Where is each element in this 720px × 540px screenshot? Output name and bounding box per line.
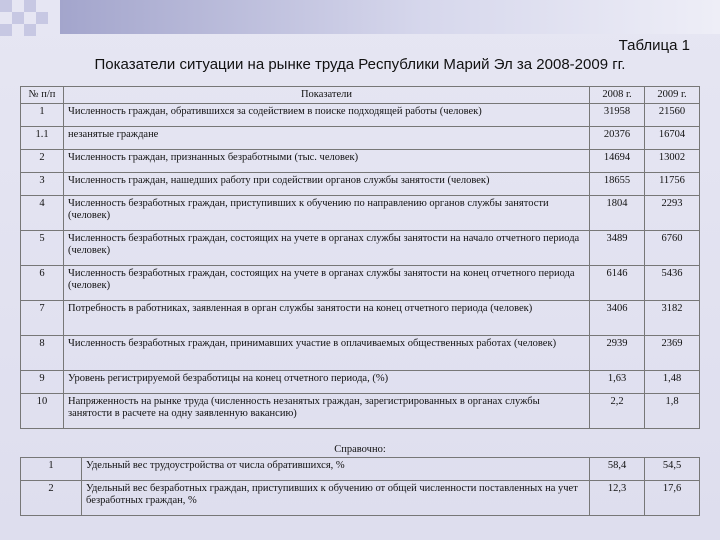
row-value-2008: 2,2: [590, 394, 645, 429]
table-row: [21, 150, 700, 173]
row-number: 5: [21, 231, 64, 266]
page-title: Показатели ситуации на рынке труда Республики Марий Эл за 2008-2009 гг.: [94, 56, 626, 73]
row-number: 8: [21, 336, 64, 371]
row-number: 4: [21, 196, 64, 231]
row-indicator: Потребность в работниках, заявленная в орган службы занятости на конец отчетного периода (человек): [64, 301, 590, 336]
row-value-2008: 18655: [590, 173, 645, 196]
decor-square: [0, 0, 12, 12]
row-value-2009: 11756: [645, 173, 700, 196]
table-row: [21, 196, 700, 231]
row-number: 1: [21, 104, 64, 127]
table-label: Таблица 1: [618, 37, 690, 54]
row-value-2009: 54,5: [645, 458, 700, 481]
decor-square: [12, 12, 24, 24]
header-gradient-bar: [60, 0, 720, 34]
row-value-2009: 21560: [645, 104, 700, 127]
row-number: 9: [21, 371, 64, 394]
table-header-row: [21, 87, 700, 104]
row-value-2009: 6760: [645, 231, 700, 266]
row-value-2009: 1,8: [645, 394, 700, 429]
row-indicator: Удельный вес трудоустройства от числа обратившихся, %: [82, 458, 590, 481]
row-number: 2: [21, 481, 82, 516]
row-indicator: Численность безработных граждан, состоящих на учете в органах службы занятости на конец отчетного периода (человек): [64, 266, 590, 301]
row-value-2008: 1,63: [590, 371, 645, 394]
table-row: [21, 301, 700, 336]
header-2009: 2009 г.: [645, 87, 700, 104]
row-indicator: Удельный вес безработных граждан, приступивших к обучению от общей численности поставленных на учет безработных граждан, %: [82, 481, 590, 516]
row-value-2009: 2369: [645, 336, 700, 371]
table-row: [21, 394, 700, 429]
table-row: [21, 371, 700, 394]
row-value-2008: 3489: [590, 231, 645, 266]
row-number: 10: [21, 394, 64, 429]
row-indicator: Численность граждан, обратившихся за содействием в поиске подходящей работы (человек): [64, 104, 590, 127]
reference-caption: Справочно:: [334, 444, 386, 455]
table-row: [21, 231, 700, 266]
row-indicator: Напряженность на рынке труда (численность незанятых граждан, зарегистрированных в органах службы занятости в расчете на одну заявленную вакансию): [64, 394, 590, 429]
header-num: № п/п: [21, 87, 64, 104]
row-number: 2: [21, 150, 64, 173]
row-value-2008: 20376: [590, 127, 645, 150]
row-value-2008: 6146: [590, 266, 645, 301]
row-value-2009: 2293: [645, 196, 700, 231]
row-value-2008: 2939: [590, 336, 645, 371]
row-indicator: Уровень регистрируемой безработицы на конец отчетного периода, (%): [64, 371, 590, 394]
reference-table: [20, 457, 700, 516]
row-number: 1.1: [21, 127, 64, 150]
row-value-2008: 3406: [590, 301, 645, 336]
row-value-2008: 31958: [590, 104, 645, 127]
table-row: [21, 481, 700, 516]
decor-square: [24, 0, 36, 12]
table-row: [21, 104, 700, 127]
row-indicator: Численность граждан, признанных безработными (тыс. человек): [64, 150, 590, 173]
row-indicator: Численность безработных граждан, принимавших участие в оплачиваемых общественных работах (человек): [64, 336, 590, 371]
table-row: [21, 127, 700, 150]
table-row: [21, 266, 700, 301]
row-value-2009: 13002: [645, 150, 700, 173]
row-value-2008: 14694: [590, 150, 645, 173]
row-indicator: незанятые граждане: [64, 127, 590, 150]
table-row: [21, 336, 700, 371]
row-indicator: Численность безработных граждан, приступивших к обучению по направлению органов службы занятости (человек): [64, 196, 590, 231]
indicators-table: [20, 86, 700, 429]
row-indicator: Численность безработных граждан, состоящих на учете в органах службы занятости на начало отчетного периода (человек): [64, 231, 590, 266]
decor-square: [36, 12, 48, 24]
table-row: [21, 458, 700, 481]
decor-square: [24, 24, 36, 36]
decor-square: [0, 24, 12, 36]
row-value-2009: 16704: [645, 127, 700, 150]
table-row: [21, 173, 700, 196]
row-value-2009: 3182: [645, 301, 700, 336]
row-value-2008: 12,3: [590, 481, 645, 516]
row-value-2008: 1804: [590, 196, 645, 231]
row-number: 7: [21, 301, 64, 336]
row-indicator: Численность граждан, нашедших работу при содействии органов службы занятости (человек): [64, 173, 590, 196]
row-value-2009: 5436: [645, 266, 700, 301]
row-number: 1: [21, 458, 82, 481]
row-value-2008: 58,4: [590, 458, 645, 481]
header-2008: 2008 г.: [590, 87, 645, 104]
header-indicator: Показатели: [64, 87, 590, 104]
row-number: 6: [21, 266, 64, 301]
row-number: 3: [21, 173, 64, 196]
row-value-2009: 17,6: [645, 481, 700, 516]
row-value-2009: 1,48: [645, 371, 700, 394]
